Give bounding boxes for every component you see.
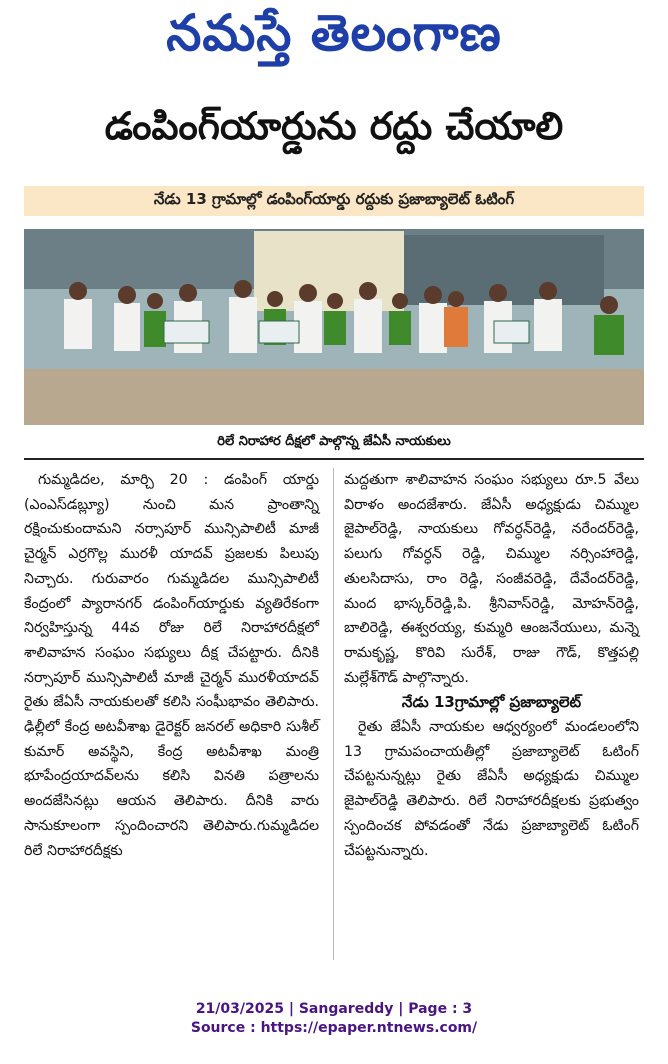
article-subheadline: నేడు 13 గ్రామాల్లో డంపింగ్‌యార్డు రద్దుకు ప్రజాబ్యాలెట్ ఓటింగ్ [24, 186, 644, 216]
footer-source-link[interactable]: Source : https://epaper.ntnews.com/ [190, 1020, 478, 1036]
caption-divider [24, 458, 644, 460]
left-column-text: గుమ్మడిదల, మార్చి 20 : డంపింగ్ యార్డు (ఎంఎస్‌డబ్ల్యూ) నుంచి మన ప్రాంతాన్ని రక్షించుకుందామని నర్సాపూర్ మున్సిపాలిటీ మాజీ చైర్మన్ ఎర్రగొల్ల మురళీ యాదవ్ ప్రజలకు పిలుపు నిచ్చారు. గురువారం గుమ్మడిదల మున్సిపాలిటీ కేంద్రంలో ప్యారానగర్ డంపింగ్‌యార్డుకు వ్యతిరేకంగా నిర్వహిస్తున్న 44వ రోజు రిలే నిరాహారదీక్షలో శాలివాహన సంఘం సభ్యులు దీక్ష చేపట్టారు. దీనికి నర్సాపూర్ మున్సిపాలిటీ మాజీ చైర్మన్ మురళీయాదవ్ రైతు జేఏసీ నాయకులతో కలిసి సంఘీభావం తెలిపారు. ఢిల్లీలో కేంద్ర అటవీశాఖ డైరెక్టర్ జనరల్ అధికారి సుశీల్ కుమార్ అవస్థిని, కేంద్ర అటవీశాఖ మంత్రి భూపేంద్రయాదవ్‌లను కలిసి వినతి పత్రాలను అందజేసినట్లు ఆయన తెలిపారు. దీనికి వారు సానుకూలంగా స్పందించారని తెలిపారు.గుమ్మడిదల రిలే నిరాహారదీక్షకు [24, 472, 319, 859]
right-column-text-1: మద్దతుగా శాలివాహన సంఘం సభ్యులు రూ.5 వేలు విరాళం అందజేశారు. జేఏసీ అధ్యక్షుడు చిమ్ముల జైపాల్‌రెడ్డి, నాయకులు గోవర్ధన్‌రెడ్డి, నరేందర్‌రెడ్డి, పలుగు గోవర్ధన్ రెడ్డి, చిమ్ముల నర్సింహారెడ్డి, తులసిదాసు, రాం రెడ్డి, సంజీవరెడ్డి, దేవేందర్‌రెడ్డి, మంద భాస్కర్‌రెడ్డి,పి. శ్రీనివాస్‌రెడ్డి, మోహన్‌రెడ్డి, బాలిరెడ్డి, ఈశ్వరయ్య, కుమ్మరి ఆంజనేయులు, మన్నె రామకృష్ణ, కొరివి సురేశ్, రాజు గౌడ్, కొత్తపల్లి మల్లేశ్‌గౌడ్ పాల్గొన్నారు. [344, 472, 639, 686]
news-photo [24, 229, 644, 425]
footer-date-edition: 21/03/2025 | Sangareddy | Page : 3 [195, 1001, 473, 1017]
right-column-subhead: నేడు 13గ్రామాల్లో ప్రజాబ్యాలెట్ [401, 693, 582, 712]
article-headline: డంపింగ్‌యార్డును రద్దు చేయాలి [104, 104, 564, 148]
right-column-text-2: రైతు జేఏసీ నాయకుల ఆధ్వర్యంలో మండలంలోని 13 గ్రామపంచాయతీల్లో ప్రజాబ్యాలెట్ ఓటింగ్ చేపట్టనున్నట్లు రైతు జేఏసీ అధ్యక్షుడు చిమ్ముల జైపాల్‌రెడ్డి తెలిపారు. రిలే నిరాహారదీక్షలకు ప్రభుత్వం స్పందించక పోవడంతో నేడు ప్రజాబ్యాలెట్ ఓటింగ్ చేపట్టనున్నారు. [344, 719, 639, 859]
protest-photo-illustration [24, 229, 644, 425]
page-footer [0, 1000, 668, 1038]
article-left-column [24, 468, 319, 863]
masthead [0, 0, 668, 78]
article-right-column [344, 468, 639, 863]
masthead-title: నమస్తే తెలంగాణ [166, 3, 502, 62]
photo-caption: రిలే నిరాహార దీక్షలో పాల్గొన్న జేఏసీ నాయకులు [217, 434, 451, 449]
column-divider [333, 468, 334, 960]
